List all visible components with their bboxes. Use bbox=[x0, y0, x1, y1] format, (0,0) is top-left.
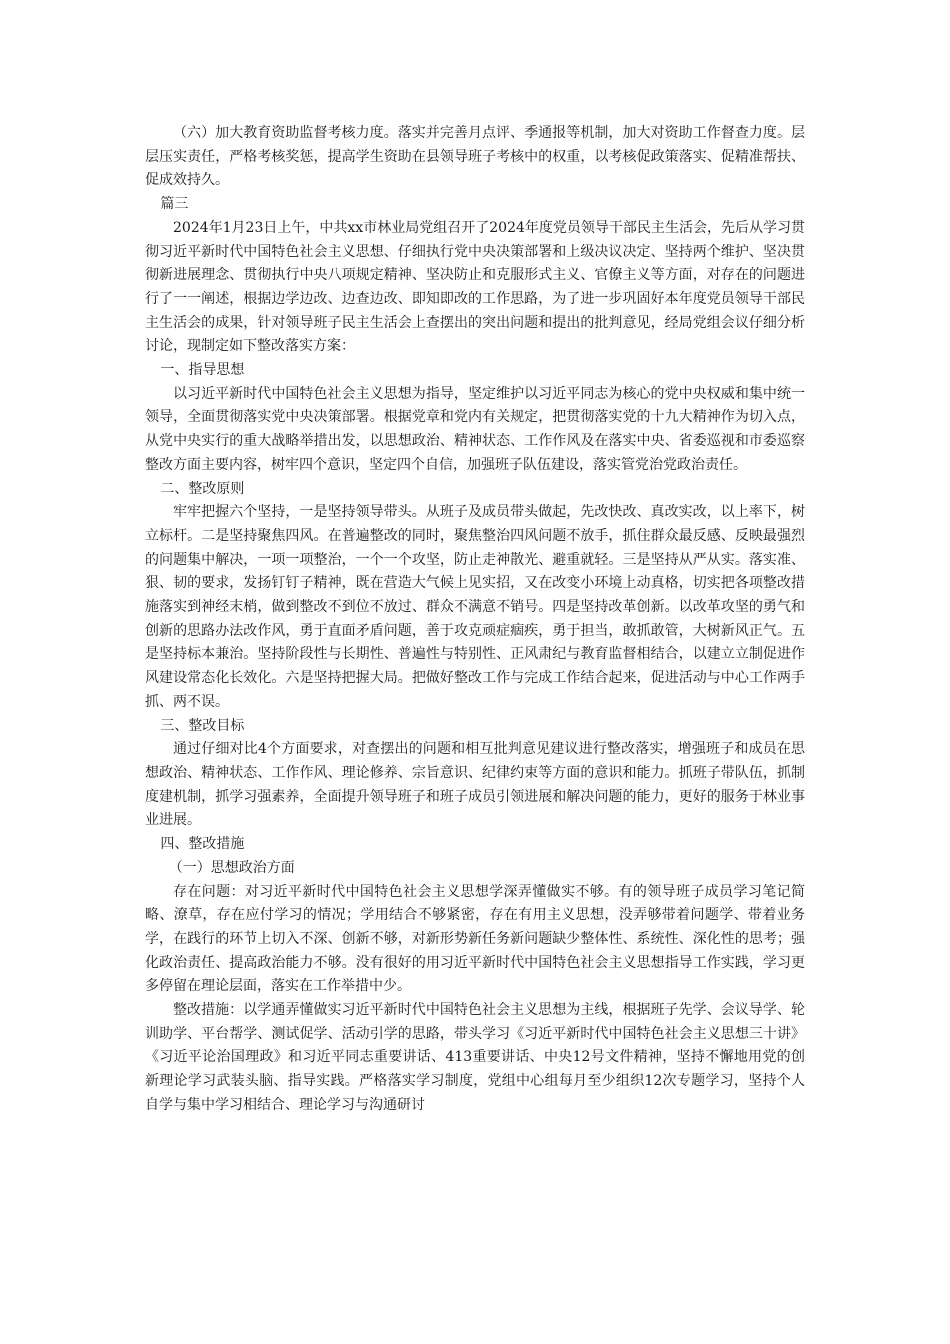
subheading-political-thought: （一）思想政治方面 bbox=[168, 859, 295, 876]
paragraph-rectification-measures: 整改措施：以学通弄懂做实习近平新时代中国特色社会主义思想为主线，根据班子先学、会议导学、轮训助学、平台帮学、测试促学、活动引学的思路，带头学习《习近平新时代中国特色社会主义思想三十讲》《习近平论治国理政》和习近平同志重要讲话、413重要讲话、中央12号文件精神，坚持不懈地用党的创新理论学习武装头脑、指导实践。严格落实学习制度，党组中心组每月至少组织12次专题学习，坚持个人自学与集中学习相结合、理论学习与沟通研讨 bbox=[145, 1002, 805, 1113]
heading-goals: 三、整改目标 bbox=[160, 717, 245, 734]
heading-principles: 二、整改原则 bbox=[160, 480, 245, 497]
paragraph-principles: 牢牢把握六个坚持，一是坚持领导带头。从班子及成员带头做起，先改快改、真改实改，以上率下，树立标杆。二是坚持聚焦四风。在普遍整改的同时，聚焦整治四风问题不放手，抓住群众最反感、反映最强烈的问题集中解决，一项一项整治，一个一个攻坚，防止走神散光、避重就轻。三是坚持从严从实。落实准、狠、韧的要求，发扬钉钉子精神，既在营造大气候上见实招，又在改变小环境上动真格，切实把各项整改措施落实到神经末梢，做到整改不到位不放过、群众不满意不销号。四是坚持改革创新。以改革攻坚的勇气和创新的思路办法改作风，勇于直面矛盾问题，善于攻克顽症痼疾，勇于担当，敢抓敢管，大树新风正气。五是坚持标本兼治。坚持阶段性与长期性、普遍性与特别性、正风肃纪与教育监督相结合，以建立立制促进作风建设常态化长效化。六是坚持把握大局。把做好整改工作与完成工作结合起来，促进活动与中心工作两手抓、两不误。 bbox=[145, 504, 805, 710]
heading-measures: 四、整改措施 bbox=[160, 836, 245, 853]
paragraph-goals: 通过仔细对比4个方面要求，对查摆出的问题和相互批判意见建议进行整改落实，增强班子和成员在思想政治、精神状态、工作作风、理论修养、宗旨意识、纪律约束等方面的意识和能力。抓班子带队伍，抓制度建机制，抓学习强素养，全面提升领导班子和班子成员引领进展和解决问题的能力，更好的服务于林业事业进展。 bbox=[145, 741, 805, 829]
paragraph-guiding-thought: 以习近平新时代中国特色社会主义思想为指导，坚定维护以习近平同志为核心的党中央权威和集中统一领导，全面贯彻落实党中央决策部署。根据党章和党内有关规定，把贯彻落实党的十九大精神作为切入点，从党中央实行的重大战略举措出发，以思想政治、精神状态、工作作风及在落实中央、省委巡视和市委巡察整改方面主要内容，树牢四个意识，坚定四个自信，加强班子队伍建设，落实管党治党政治责任。 bbox=[145, 385, 805, 473]
paragraph-problems: 存在问题：对习近平新时代中国特色社会主义思想学深弄懂做实不够。有的领导班子成员学习笔记简略、潦草，存在应付学习的情况；学用结合不够紧密，存在有用主义思想，没弄够带着问题学、带着业务学，在践行的环节上切入不深、创新不够，对新形势新任务新问题缺少整体性、系统性、深化性的思考；强化政治责任、提高政治能力不够。没有很好的用习近平新时代中国特色社会主义思想指导工作实践，学习更多停留在理论层面，落实在工作举措中少。 bbox=[145, 883, 805, 995]
paragraph-intro: 2024年1月23日上午，中共xx市林业局党组召开了2024年度党员领导干部民主生活会，先后从学习贯彻习近平新时代中国特色社会主义思想、仔细执行党中央决策部署和上级决议决定、坚持两个维护、坚决贯彻新进展理念、贯彻执行中央八项规定精神、坚决防止和克服形式主义、官僚主义等方面，对存在的问题进行了一一阐述，根据边学边改、边查边改、即知即改的工作思路，为了进一步巩固好本年度党员领导干部民主生活会的成果，针对领导班子民主生活会上查摆出的突出问题和提出的批判意见，经局党组会议仔细分析讨论，现制定如下整改落实方案： bbox=[145, 219, 805, 355]
paragraph-funding-supervision: （六）加大教育资助监督考核力度。落实并完善月点评、季通报等机制，加大对资助工作督查力度。层层压实责任，严格考核奖惩，提高学生资助在县领导班子考核中的权重，以考核促政策落实、促精准帮扶、促成效持久。 bbox=[145, 125, 805, 189]
section-label: 篇三 bbox=[160, 196, 189, 213]
heading-guiding-thought: 一、指导思想 bbox=[160, 362, 245, 379]
document-page bbox=[145, 122, 805, 1118]
